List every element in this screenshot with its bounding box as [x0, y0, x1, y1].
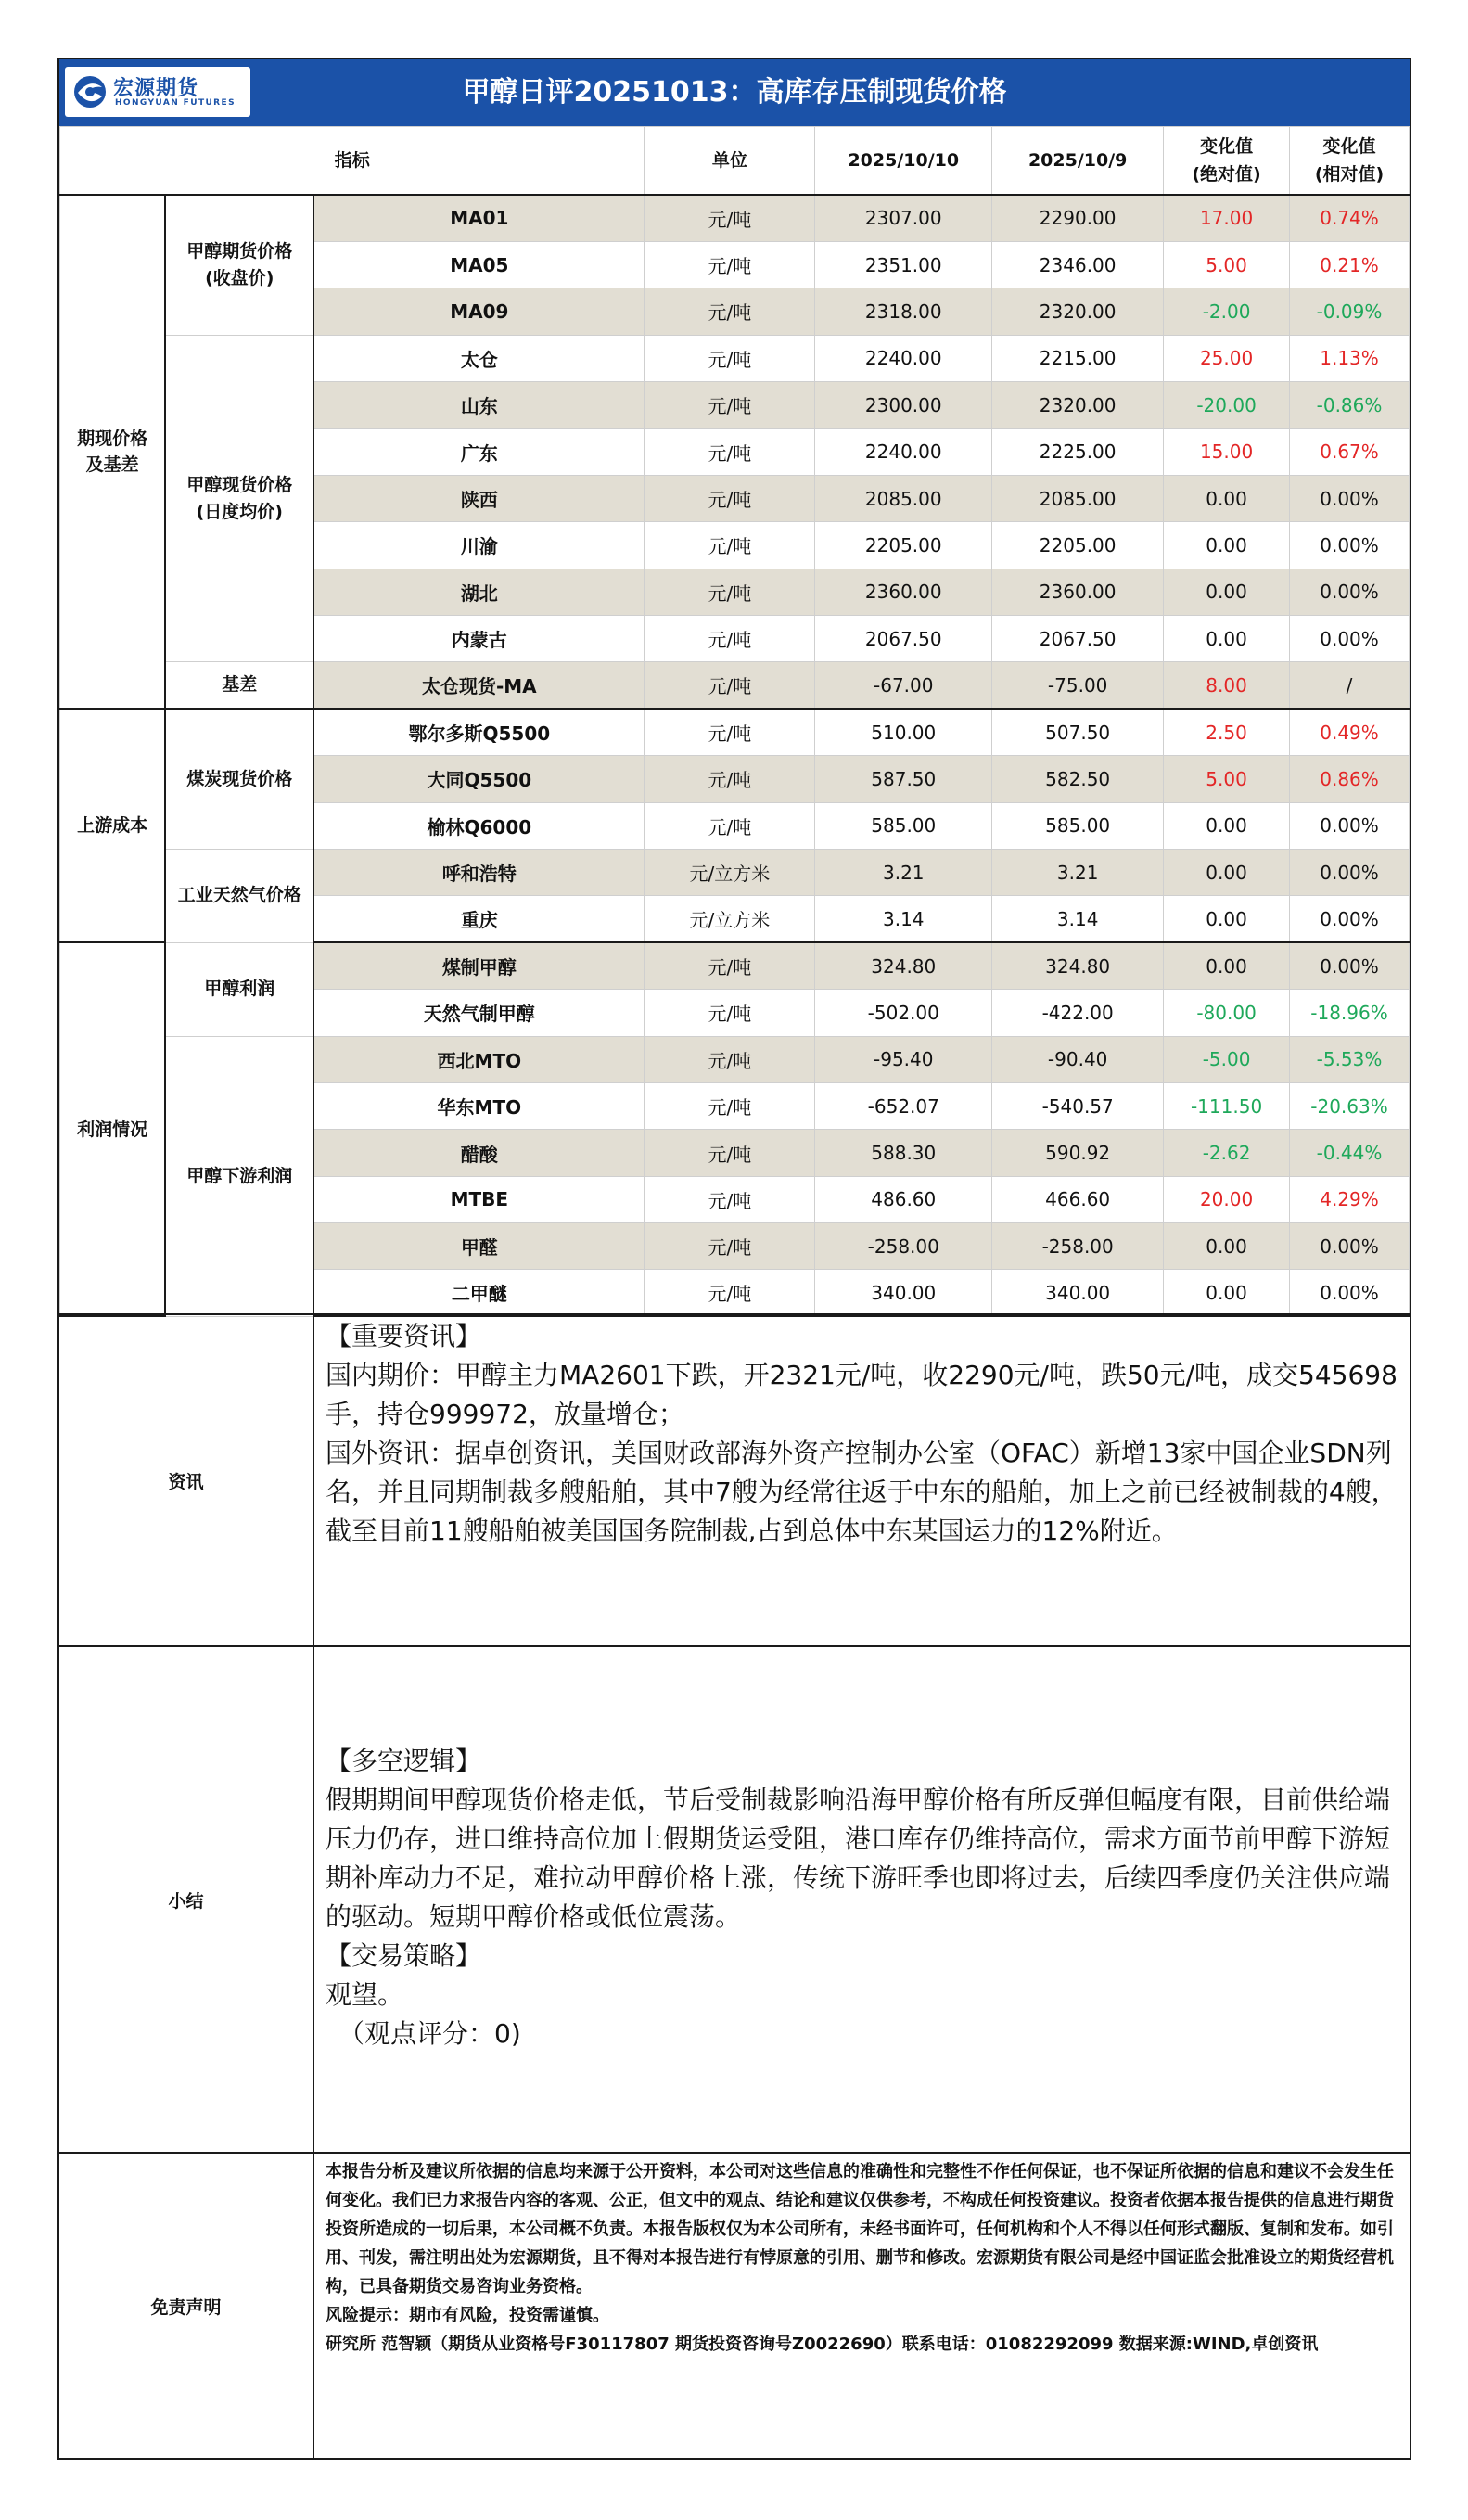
value-previous: 2320.00 [992, 288, 1164, 335]
value-current: 588.30 [815, 1130, 992, 1176]
change-absolute: -2.62 [1164, 1130, 1290, 1176]
value-current: -67.00 [815, 662, 992, 709]
change-absolute: 2.50 [1164, 709, 1290, 755]
value-previous: 2320.00 [992, 382, 1164, 429]
change-absolute: 0.00 [1164, 569, 1290, 615]
change-absolute: 0.00 [1164, 475, 1290, 521]
unit-cell: 元/立方米 [645, 849, 815, 895]
value-current: 486.60 [815, 1176, 992, 1222]
table-row [60, 335, 1410, 381]
change-relative: 0.00% [1290, 896, 1410, 942]
indicator-name: 太仓现货-MA [313, 662, 645, 709]
disclaimer-text: 本报告分析及建议所依据的信息均来源于公开资料，本公司对这些信息的准确性和完整性不作任何保证，也不保证所依据的信息和建议不会发生任何变化。我们已力求报告内容的客观、公正，但文中的观点、结论和建议仅供参考，不构成任何投资建议。投资者依据本报告提供的信息进行期货投资所造成的一切后果，本公司概不负责。本报告版权仅为本公司所有，未经书面许可，任何机构和个人不得以任何形式翻版、复制和发布。如引用、刊发，需注明出处为宏源期货，且不得对本报告进行有悖原意的引用、删节和修改。宏源期货有限公司是经中国证监会批准设立的期货经营机构，已具备期货交易咨询业务资格。 [326, 2162, 1394, 2296]
value-previous: 340.00 [992, 1270, 1164, 1316]
change-relative: 0.00% [1290, 849, 1410, 895]
unit-cell: 元/吨 [645, 335, 815, 381]
value-previous: 2290.00 [992, 195, 1164, 241]
summary-body [326, 1742, 1400, 2053]
news-body [326, 1317, 1400, 1551]
logo-chinese-name: 宏源期货 [113, 77, 199, 100]
change-absolute: 0.00 [1164, 896, 1290, 942]
unit-cell: 元/吨 [645, 616, 815, 662]
change-relative: -18.96% [1290, 990, 1410, 1036]
change-absolute: 0.00 [1164, 942, 1290, 989]
change-relative: 0.49% [1290, 709, 1410, 755]
table-row [60, 195, 1410, 241]
change-relative: 0.00% [1290, 616, 1410, 662]
logic-text: 假期期间甲醇现货价格走低，节后受制裁影响沿海甲醇价格有所反弹但幅度有限，目前供给端压力仍存，进口维持高位加上假期货运受阻，港口库存仍维持高位，需求方面节前甲醇下游短期补库动力不足，难拉动甲醇价格上涨，传统下游旺季也即将过去，后续四季度仍关注供应端的驱动。短期甲醇价格或低位震荡。 [326, 1784, 1391, 1932]
change-absolute: 5.00 [1164, 241, 1290, 288]
unit-cell: 元/吨 [645, 569, 815, 615]
news-domestic: 国内期价：甲醇主力MA2601下跌，开2321元/吨，收2290元/吨，跌50元/吨，成交545698手，持仓999972，放量增仓； [326, 1360, 1398, 1429]
risk-warning: 风险提示：期市有风险，投资需谨慎。 [326, 2306, 609, 2325]
value-previous: 3.21 [992, 849, 1164, 895]
value-previous: 2346.00 [992, 241, 1164, 288]
value-current: 2351.00 [815, 241, 992, 288]
value-current: 2240.00 [815, 429, 992, 475]
subgroup-label-spot_price: 甲醇现货价格 (日度均价) [165, 335, 313, 662]
group-label-upstream: 上游成本 [60, 709, 166, 942]
subgroup-label-methanol_profit: 甲醇利润 [165, 942, 313, 1036]
value-previous: 3.14 [992, 896, 1164, 942]
group-label-profit: 利润情况 [60, 942, 166, 1316]
change-relative: 0.86% [1290, 756, 1410, 802]
value-current: -502.00 [815, 990, 992, 1036]
value-current: 324.80 [815, 942, 992, 989]
change-relative: -0.44% [1290, 1130, 1410, 1176]
change-absolute: 0.00 [1164, 1223, 1290, 1270]
disclaimer-section [59, 2152, 1410, 2458]
value-current: 2205.00 [815, 522, 992, 569]
unit-cell: 元/吨 [645, 1270, 815, 1316]
value-current: 3.14 [815, 896, 992, 942]
indicator-name: 广东 [313, 429, 645, 475]
strategy-text: 观望。 [326, 1979, 404, 2010]
table-body [60, 195, 1410, 1316]
report-header [59, 59, 1410, 126]
indicator-name: 大同Q5500 [313, 756, 645, 802]
value-current: 3.21 [815, 849, 992, 895]
unit-cell: 元/吨 [645, 1036, 815, 1082]
value-previous: -422.00 [992, 990, 1164, 1036]
value-current: 585.00 [815, 802, 992, 849]
change-relative: 0.00% [1290, 569, 1410, 615]
column-header-abs-change: 变化值 (绝对值) [1164, 127, 1290, 196]
change-relative: 0.00% [1290, 475, 1410, 521]
table-row [60, 709, 1410, 755]
unit-cell: 元/吨 [645, 802, 815, 849]
logic-heading: 【多空逻辑】 [326, 1746, 482, 1776]
summary-label: 小结 [59, 1647, 314, 2152]
indicator-name: MA05 [313, 241, 645, 288]
unit-cell: 元/吨 [645, 756, 815, 802]
indicator-name: 西北MTO [313, 1036, 645, 1082]
value-current: 2318.00 [815, 288, 992, 335]
change-absolute: 15.00 [1164, 429, 1290, 475]
indicator-name: 呼和浩特 [313, 849, 645, 895]
disclaimer-body [326, 2157, 1400, 2359]
value-previous: 324.80 [992, 942, 1164, 989]
change-relative: -5.53% [1290, 1036, 1410, 1082]
value-previous: 2067.50 [992, 616, 1164, 662]
change-absolute: -111.50 [1164, 1082, 1290, 1129]
unit-cell: 元/吨 [645, 662, 815, 709]
indicator-name: 重庆 [313, 896, 645, 942]
indicator-name: 二甲醚 [313, 1270, 645, 1316]
author-info: 研究所 范智颖（期货从业资格号F30117807 期货投资咨询号Z0022690）联系电话：01082292099 数据来源:WIND,卓创资讯 [326, 2335, 1319, 2354]
table-row [60, 849, 1410, 895]
unit-cell: 元/吨 [645, 1082, 815, 1129]
value-previous: -90.40 [992, 1036, 1164, 1082]
news-foreign: 国外资讯：据卓创资讯，美国财政部海外资产控制办公室（OFAC）新增13家中国企业SDN列名，并且同期制裁多艘船舶，其中7艘为经常往返于中东的船舶，加上之前已经被制裁的4艘，截至目前11艘船舶被美国国务院制裁,占到总体中东某国运力的12%附近。 [326, 1438, 1398, 1546]
change-absolute: 0.00 [1164, 616, 1290, 662]
table-row [60, 1036, 1410, 1082]
value-previous: -258.00 [992, 1223, 1164, 1270]
change-relative: 0.00% [1290, 522, 1410, 569]
change-relative: -0.86% [1290, 382, 1410, 429]
value-previous: 2215.00 [992, 335, 1164, 381]
change-absolute: 0.00 [1164, 1270, 1290, 1316]
indicator-name: 醋酸 [313, 1130, 645, 1176]
logo-english-name: HONGYUAN FUTURES [115, 98, 236, 108]
column-header-date2: 2025/10/9 [992, 127, 1164, 196]
value-previous: 507.50 [992, 709, 1164, 755]
value-current: 2240.00 [815, 335, 992, 381]
indicator-name: MA09 [313, 288, 645, 335]
value-previous: 585.00 [992, 802, 1164, 849]
indicator-name: 川渝 [313, 522, 645, 569]
indicator-name: 陕西 [313, 475, 645, 521]
unit-cell: 元/吨 [645, 1130, 815, 1176]
subgroup-label-futures: 甲醇期货价格 (收盘价) [165, 195, 313, 335]
change-absolute: -2.00 [1164, 288, 1290, 335]
value-current: -95.40 [815, 1036, 992, 1082]
change-relative: 0.00% [1290, 942, 1410, 989]
change-absolute: 8.00 [1164, 662, 1290, 709]
value-previous: 2205.00 [992, 522, 1164, 569]
change-absolute: 0.00 [1164, 802, 1290, 849]
value-previous: 2360.00 [992, 569, 1164, 615]
value-previous: 2085.00 [992, 475, 1164, 521]
value-current: 340.00 [815, 1270, 992, 1316]
report-sheet [57, 58, 1411, 2460]
value-previous: 466.60 [992, 1176, 1164, 1222]
change-absolute: 0.00 [1164, 522, 1290, 569]
column-header-rel-change: 变化值 (相对值) [1290, 127, 1410, 196]
value-current: -258.00 [815, 1223, 992, 1270]
value-previous: 590.92 [992, 1130, 1164, 1176]
indicator-name: 湖北 [313, 569, 645, 615]
indicator-name: 华东MTO [313, 1082, 645, 1129]
value-previous: 582.50 [992, 756, 1164, 802]
change-relative: / [1290, 662, 1410, 709]
value-current: 587.50 [815, 756, 992, 802]
subgroup-label-coal: 煤炭现货价格 [165, 709, 313, 849]
column-header-indicator: 指标 [60, 127, 645, 196]
indicator-name: 天然气制甲醇 [313, 990, 645, 1036]
indicator-name: 煤制甲醇 [313, 942, 645, 989]
value-current: 2360.00 [815, 569, 992, 615]
indicator-table [59, 126, 1410, 1317]
change-relative: -0.09% [1290, 288, 1410, 335]
value-current: 510.00 [815, 709, 992, 755]
change-relative: 0.00% [1290, 1270, 1410, 1316]
value-previous: 2225.00 [992, 429, 1164, 475]
change-absolute: -20.00 [1164, 382, 1290, 429]
change-absolute: 0.00 [1164, 849, 1290, 895]
subgroup-label-gas: 工业天然气价格 [165, 849, 313, 942]
indicator-name: 山东 [313, 382, 645, 429]
summary-section [59, 1645, 1410, 2152]
unit-cell: 元/立方米 [645, 896, 815, 942]
change-relative: 0.74% [1290, 195, 1410, 241]
change-relative: 4.29% [1290, 1176, 1410, 1222]
subgroup-label-basis: 基差 [165, 662, 313, 709]
indicator-name: 鄂尔多斯Q5500 [313, 709, 645, 755]
change-relative: -20.63% [1290, 1082, 1410, 1129]
unit-cell: 元/吨 [645, 990, 815, 1036]
unit-cell: 元/吨 [645, 522, 815, 569]
unit-cell: 元/吨 [645, 1223, 815, 1270]
report-title: 甲醇日评20251013：高库存压制现货价格 [462, 76, 1007, 109]
unit-cell: 元/吨 [645, 241, 815, 288]
indicator-name: 太仓 [313, 335, 645, 381]
group-label-spot: 期现价格 及基差 [60, 195, 166, 709]
indicator-name: MA01 [313, 195, 645, 241]
change-relative: 0.67% [1290, 429, 1410, 475]
change-absolute: 5.00 [1164, 756, 1290, 802]
change-absolute: 17.00 [1164, 195, 1290, 241]
unit-cell: 元/吨 [645, 195, 815, 241]
indicator-name: 榆林Q6000 [313, 802, 645, 849]
change-absolute: -80.00 [1164, 990, 1290, 1036]
indicator-name: 甲醛 [313, 1223, 645, 1270]
table-row [60, 662, 1410, 709]
change-absolute: -5.00 [1164, 1036, 1290, 1082]
unit-cell: 元/吨 [645, 942, 815, 989]
subgroup-label-downstream_profit: 甲醇下游利润 [165, 1036, 313, 1316]
unit-cell: 元/吨 [645, 709, 815, 755]
unit-cell: 元/吨 [645, 288, 815, 335]
column-header-unit: 单位 [645, 127, 815, 196]
indicator-name: MTBE [313, 1176, 645, 1222]
change-relative: 1.13% [1290, 335, 1410, 381]
value-current: 2085.00 [815, 475, 992, 521]
news-heading: 【重要资讯】 [326, 1321, 482, 1351]
news-label: 资讯 [59, 1315, 314, 1645]
unit-cell: 元/吨 [645, 475, 815, 521]
change-relative: 0.00% [1290, 802, 1410, 849]
value-current: 2307.00 [815, 195, 992, 241]
table-row [60, 942, 1410, 989]
value-previous: -540.57 [992, 1082, 1164, 1129]
column-header-date1: 2025/10/10 [815, 127, 992, 196]
value-current: -652.07 [815, 1082, 992, 1129]
change-relative: 0.21% [1290, 241, 1410, 288]
unit-cell: 元/吨 [645, 429, 815, 475]
view-score: （观点评分：0) [338, 2018, 521, 2049]
change-absolute: 20.00 [1164, 1176, 1290, 1222]
unit-cell: 元/吨 [645, 1176, 815, 1222]
value-current: 2300.00 [815, 382, 992, 429]
indicator-name: 内蒙古 [313, 616, 645, 662]
change-absolute: 25.00 [1164, 335, 1290, 381]
news-section [59, 1313, 1410, 1645]
value-previous: -75.00 [992, 662, 1164, 709]
value-current: 2067.50 [815, 616, 992, 662]
disclaimer-label: 免责声明 [59, 2154, 314, 2458]
unit-cell: 元/吨 [645, 382, 815, 429]
change-relative: 0.00% [1290, 1223, 1410, 1270]
strategy-heading: 【交易策略】 [326, 1940, 482, 1971]
